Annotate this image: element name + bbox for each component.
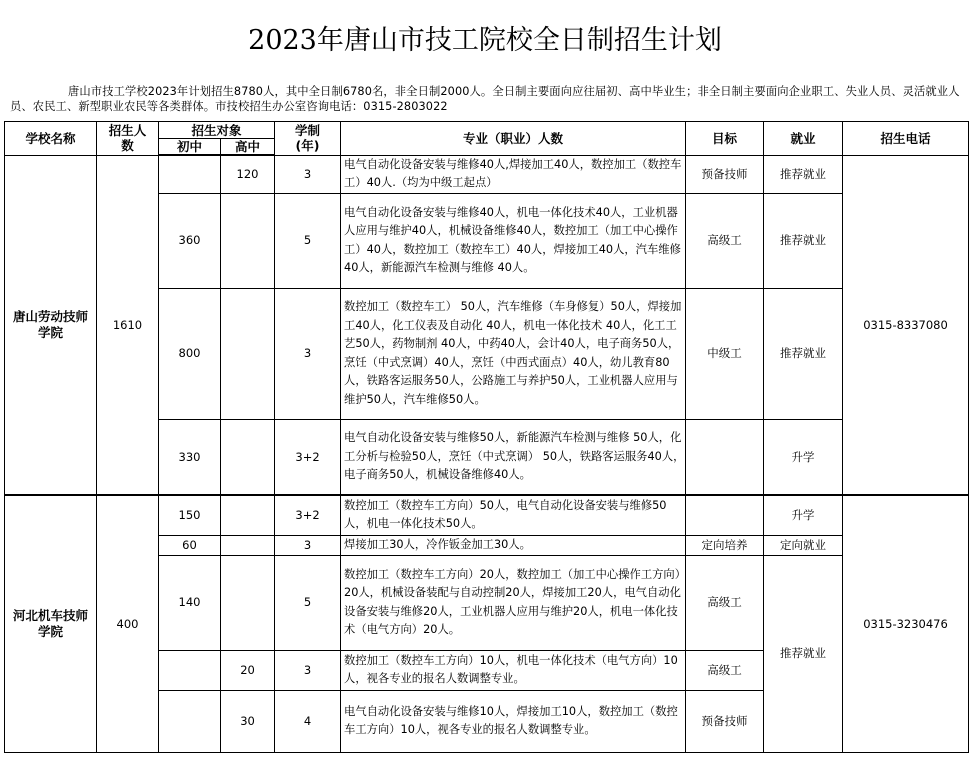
years: 3 (275, 650, 341, 690)
header-count: 招生人数 (97, 122, 159, 156)
years: 3 (275, 288, 341, 419)
senior-count: 120 (221, 155, 275, 193)
header-target: 招生对象 (159, 122, 275, 139)
junior-count (159, 690, 221, 752)
senior-count: 30 (221, 690, 275, 752)
header-employment: 就业 (764, 122, 843, 156)
goal: 高级工 (686, 555, 764, 650)
years: 3 (275, 535, 341, 555)
enrollment-table (4, 121, 969, 753)
employment: 推荐就业 (764, 288, 843, 419)
header-years: 学制(年) (275, 122, 341, 156)
major-list: 焊接加工30人，冷作钣金加工30人。 (341, 535, 686, 555)
header-phone: 招生电话 (843, 122, 969, 156)
major-list: 数控加工（数控车工方向）50人，电气自动化设备安装与维修50人，机电一体化技术50人。 (341, 495, 686, 535)
years: 5 (275, 555, 341, 650)
senior-count: 20 (221, 650, 275, 690)
header-major: 专业（职业）人数 (341, 122, 686, 156)
junior-count: 60 (159, 535, 221, 555)
junior-count (159, 650, 221, 690)
school-count: 400 (97, 495, 159, 752)
school-name: 河北机车技师学院 (5, 495, 97, 752)
senior-count (221, 555, 275, 650)
header-junior: 初中 (159, 139, 221, 156)
school-name: 唐山劳动技师学院 (5, 155, 97, 495)
senior-count (221, 193, 275, 288)
senior-count (221, 535, 275, 555)
table-row (5, 155, 969, 193)
employment: 推荐就业 (764, 193, 843, 288)
school-count: 1610 (97, 155, 159, 495)
major-list: 数控加工（数控车工） 50人，汽车维修（车身修复）50人，焊接加工40人，化工仪表及自动化 40人，机电一体化技术 40人，化工工艺50人，药物制剂 40人，中药40人，会计40人，电子商务50人，烹饪（中式烹调）40人，烹饪（中西式面点）40人，幼儿教育80人，铁路客运服务50人，公路施工与养护50人，工业机器人应用与维护50人，汽车维修50人。 (341, 288, 686, 419)
major-list: 电气自动化设备安装与维修40人,焊接加工40人，数控加工（数控车工）40人.（均为中级工起点） (341, 155, 686, 193)
intro-paragraph: 唐山市技工学校2023年计划招生8780人，其中全日制6780名，非全日制2000人。全日制主要面向应往届初、高中毕业生；非全日制主要面向企业职工、失业人员、灵活就业人员、农民工、新型职业农民等各类群体。市技校招生办公室咨询电话：0315-2803022 (10, 85, 960, 113)
major-list: 数控加工（数控车工方向）20人，数控加工（加工中心操作工方向）20人，机械设备装配与自动控制20人，焊接加工20人，电气自动化设备安装与维修20人，工业机器人应用与维护20人，机电一体化技术（电气方向）20人。 (341, 555, 686, 650)
goal (686, 419, 764, 495)
table-row (5, 495, 969, 535)
major-list: 电气自动化设备安装与维修40人，机电一体化技术40人，工业机器人应用与维护40人，机械设备维修40人，数控加工（加工中心操作工）40人，数控加工（数控车工）40人，焊接加工40人，汽车维修40人，新能源汽车检测与维修 40人。 (341, 193, 686, 288)
employment: 定向就业 (764, 535, 843, 555)
junior-count: 140 (159, 555, 221, 650)
years: 3+2 (275, 419, 341, 495)
years: 3+2 (275, 495, 341, 535)
junior-count (159, 155, 221, 193)
employment: 推荐就业 (764, 555, 843, 752)
goal: 中级工 (686, 288, 764, 419)
header-senior: 高中 (221, 139, 275, 156)
major-list: 电气自动化设备安装与维修10人，焊接加工10人，数控加工（数控车工方向）10人，视各专业的报名人数调整专业。 (341, 690, 686, 752)
goal: 预备技师 (686, 690, 764, 752)
senior-count (221, 419, 275, 495)
header-goal: 目标 (686, 122, 764, 156)
major-list: 电气自动化设备安装与维修50人，新能源汽车检测与维修 50人，化工分析与检验50人，烹饪（中式烹调） 50人，铁路客运服务40人，电子商务50人，机械设备维修40人。 (341, 419, 686, 495)
years: 5 (275, 193, 341, 288)
school-phone: 0315-8337080 (843, 155, 969, 495)
major-list: 数控加工（数控车工方向）10人，机电一体化技术（电气方向）10人，视各专业的报名人数调整专业。 (341, 650, 686, 690)
goal: 定向培养 (686, 535, 764, 555)
header-school: 学校名称 (5, 122, 97, 156)
junior-count: 150 (159, 495, 221, 535)
goal: 预备技师 (686, 155, 764, 193)
junior-count: 330 (159, 419, 221, 495)
employment: 升学 (764, 495, 843, 535)
page-title: 2023年唐山市技工院校全日制招生计划 (248, 25, 722, 56)
goal (686, 495, 764, 535)
senior-count (221, 288, 275, 419)
years: 4 (275, 690, 341, 752)
employment: 推荐就业 (764, 155, 843, 193)
school-phone: 0315-3230476 (843, 495, 969, 752)
years: 3 (275, 155, 341, 193)
employment: 升学 (764, 419, 843, 495)
junior-count: 800 (159, 288, 221, 419)
junior-count: 360 (159, 193, 221, 288)
goal: 高级工 (686, 650, 764, 690)
goal: 高级工 (686, 193, 764, 288)
senior-count (221, 495, 275, 535)
